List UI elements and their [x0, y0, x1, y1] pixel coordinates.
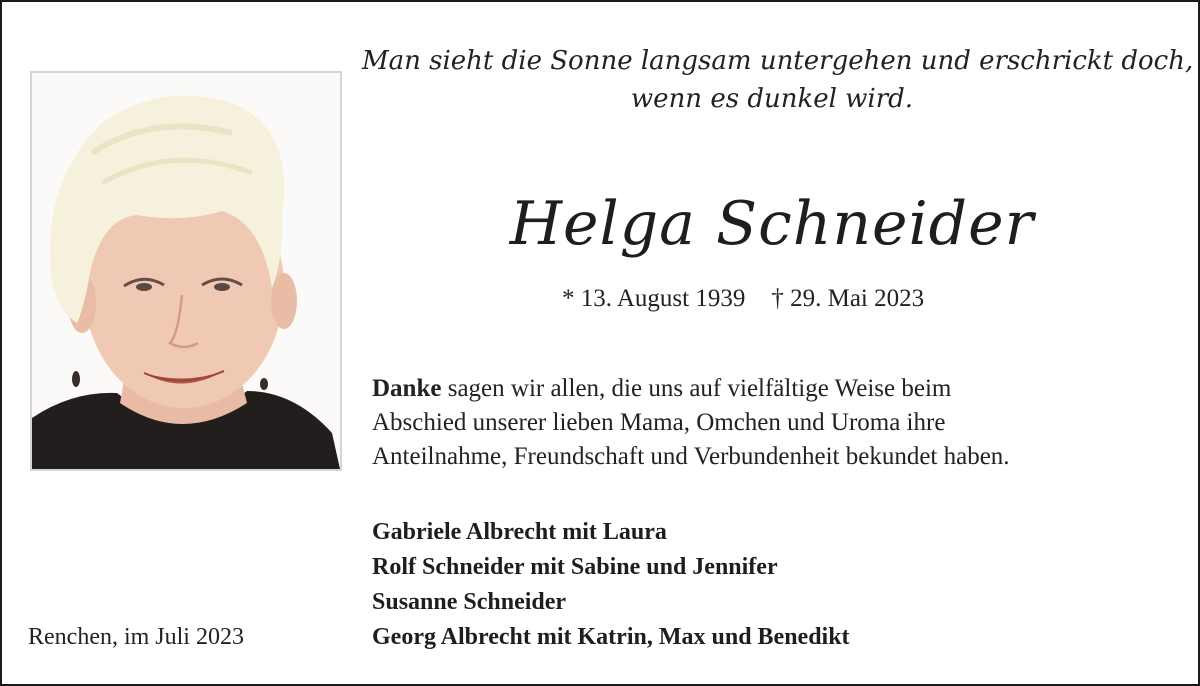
- thanks-line-1-rest: sagen wir allen, die uns auf vielfältige Weise beim: [441, 375, 952, 402]
- thanks-lead: Danke: [372, 375, 442, 402]
- thanks-line-2: Abschied unserer lieben Mama, Omchen und Uroma ihre: [372, 409, 946, 436]
- quote-line-2: wenn es dunkel wird.: [630, 84, 914, 114]
- place-date: Renchen, im Juli 2023: [28, 624, 244, 650]
- family-member: Georg Albrecht mit Katrin, Max und Benedikt: [372, 624, 850, 650]
- thanks-text: [372, 372, 1172, 474]
- thanks-line-3: Anteilnahme, Freundschaft und Verbundenheit bekundet haben.: [372, 443, 1010, 470]
- quote-line-1: Man sieht die Sonne langsam untergehen und erschrickt doch,: [362, 46, 1194, 76]
- birth-date: * 13. August 1939: [562, 285, 746, 312]
- portrait-photo-icon: [32, 73, 340, 469]
- quote: [362, 42, 1194, 118]
- life-dates: [562, 282, 924, 316]
- family-member: Gabriele Albrecht mit Laura: [372, 519, 667, 545]
- family-list: [372, 515, 1172, 655]
- family-member: Susanne Schneider: [372, 589, 567, 615]
- death-date: † 29. Mai 2023: [771, 285, 925, 312]
- family-member: Rolf Schneider mit Sabine und Jennifer: [372, 554, 778, 580]
- deceased-name: Helga Schneider: [509, 189, 1035, 259]
- portrait-photo: [30, 71, 342, 471]
- thanks-line-1: [372, 372, 1172, 406]
